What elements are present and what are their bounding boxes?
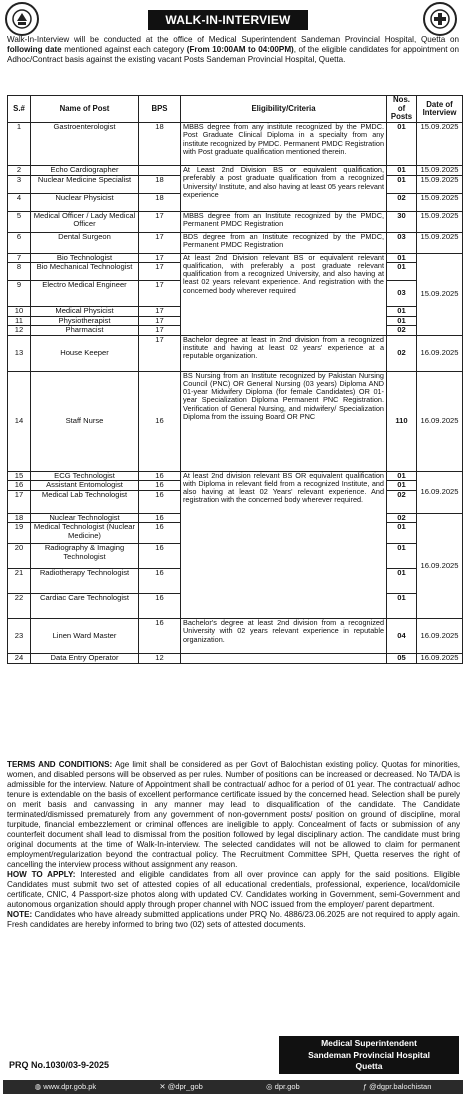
cell-nos: 02 — [387, 193, 417, 211]
cell-date: 16.09.2025 — [417, 335, 463, 371]
cell-nos: 03 — [387, 281, 417, 307]
col-header-post: Name of Post — [31, 96, 139, 123]
cell-nos: 02 — [387, 513, 417, 523]
hospital-emblem-logo — [423, 2, 457, 36]
cell-sno: 11 — [8, 316, 31, 326]
globe-icon: ◍ — [34, 1082, 44, 1091]
page-title: WALK-IN-INTERVIEW — [148, 10, 308, 30]
cell-nos: 01 — [387, 166, 417, 176]
cell-post: Staff Nurse — [31, 371, 139, 471]
note-label: NOTE: — [7, 910, 33, 919]
cell-date: 16.09.2025 — [417, 513, 463, 619]
how-to-apply-text: Interested and eligible candidates from all over province can apply for the said positions. Eligible Candidates must submit two set of attested copies of all educational credentials, professional, experience, local/domicile certificate, CNIC, 4 Passport-size photos along with updated CV. Candidates working in Government, semi-Government and autonomous organization should apply through proper channel with NOC issued from the employer/ parent department. — [7, 870, 460, 909]
signature-line-2: Sandeman Provincial Hospital — [308, 1049, 430, 1060]
note-text: Candidates who have already submitted applications under PRQ No. 4886/23.06.2025 are not required to apply again. Fresh candidates are hereby informed to bring two (02) sets of attested documents. — [7, 910, 460, 929]
table-row — [8, 335, 463, 371]
cell-bps: 17 — [139, 211, 181, 232]
col-header-nos: Nos. of Posts — [387, 96, 417, 123]
footer-x-handle[interactable]: ✕ @dpr_gob — [159, 1082, 203, 1091]
cell-eligibility: BDS degree from an Institute recognized by the PMDC, Permanent PMDC Registration — [181, 232, 387, 253]
cell-bps: 18 — [139, 175, 181, 193]
cell-nos: 01 — [387, 481, 417, 491]
cell-post: Cardiac Care Technologist — [31, 594, 139, 619]
cell-bps: 17 — [139, 253, 181, 263]
cell-bps: 17 — [139, 281, 181, 307]
cell-eligibility: At least 2nd Division relevant BS or equivalent relevant qualification, with preferably a post graduate relevant qualification from a recognized University, and also having at least 02 years relevant experience. And registration with the concerned body wherever required — [181, 253, 387, 335]
cell-post: Medical Officer / Lady Medical Officer — [31, 211, 139, 232]
cell-sno: 8 — [8, 263, 31, 281]
cell-post: Nuclear Technologist — [31, 513, 139, 523]
cell-bps: 17 — [139, 263, 181, 281]
cell-sno: 18 — [8, 513, 31, 523]
cell-sno: 17 — [8, 490, 31, 513]
cell-sno: 23 — [8, 619, 31, 654]
footer-website[interactable]: ◍ www.dpr.gob.pk — [34, 1082, 97, 1091]
cell-nos: 01 — [387, 523, 417, 544]
cell-bps: 16 — [139, 594, 181, 619]
cell-post: Dental Surgeon — [31, 232, 139, 253]
cell-eligibility: BS Nursing from an Institute recognized by Pakistan Nursing Council (PNC) OR General Nursing (03 years) Diploma AND 01-year Midwifery Diploma (for female Candidates) OR 01-year Specialization Diploma Permanent PNC Registration. Verification of General Nursing, and midwifery/ Specialization Diploma from the issuing Board OR PNC — [181, 371, 387, 471]
cell-post: Medical Lab Technologist — [31, 490, 139, 513]
table-row — [8, 371, 463, 471]
balochistan-emblem-logo — [5, 2, 39, 36]
cell-post: Gastroenterologist — [31, 123, 139, 166]
cell-bps: 16 — [139, 481, 181, 491]
cell-sno: 10 — [8, 307, 31, 317]
cell-bps: 18 — [139, 123, 181, 166]
cell-post: Linen Ward Master — [31, 619, 139, 654]
cell-post: Physiotherapist — [31, 316, 139, 326]
signature-block — [279, 1036, 459, 1074]
cell-date: 15.09.2025 — [417, 232, 463, 253]
cell-eligibility: Bachelor's degree at least 2nd division from a recognized University with 02 years relevant experience in reputable organization. — [181, 619, 387, 654]
cell-sno: 7 — [8, 253, 31, 263]
col-header-sno: S.# — [8, 96, 31, 123]
cell-date: 15.09.2025 — [417, 193, 463, 211]
cell-nos: 02 — [387, 490, 417, 513]
cell-date: 16.09.2025 — [417, 654, 463, 664]
cell-nos: 01 — [387, 544, 417, 569]
cell-post: Medical Physicist — [31, 307, 139, 317]
cell-bps: 16 — [139, 544, 181, 569]
cell-bps: 16 — [139, 619, 181, 654]
note-paragraph — [7, 910, 460, 930]
table-row — [8, 166, 463, 176]
cell-post: Nuclear Medicine Specialist — [31, 175, 139, 193]
cell-bps: 17 — [139, 326, 181, 336]
cell-sno: 15 — [8, 471, 31, 481]
cell-post: Assistant Entomologist — [31, 481, 139, 491]
col-header-bps: BPS — [139, 96, 181, 123]
how-to-apply-label: HOW TO APPLY: — [7, 870, 76, 879]
cell-post: Radiotherapy Technologist — [31, 569, 139, 594]
cell-bps: 16 — [139, 490, 181, 513]
footer-instagram[interactable]: ◎ dpr.gob — [266, 1082, 300, 1091]
cell-bps: 16 — [139, 523, 181, 544]
terms-section — [7, 760, 460, 930]
table-row — [8, 654, 463, 664]
cell-eligibility: At least 2nd division relevant BS OR equivalent qualification with Diploma in relevant field from a recognized Institute, and also having at least 02 Years' relevant experience. And registration with the concerned body wherever required. — [181, 471, 387, 619]
cell-nos: 05 — [387, 654, 417, 664]
instagram-icon: ◎ — [266, 1082, 275, 1091]
col-header-date: Date of Interview — [417, 96, 463, 123]
cell-sno: 24 — [8, 654, 31, 664]
cell-bps — [139, 166, 181, 176]
cell-date: 15.09.2025 — [417, 166, 463, 176]
cell-date: 15.09.2025 — [417, 175, 463, 193]
cell-bps: 16 — [139, 471, 181, 481]
cell-nos: 01 — [387, 307, 417, 317]
cell-post: Nuclear Physicist — [31, 193, 139, 211]
cell-nos: 01 — [387, 263, 417, 281]
cell-post: Radiography & Imaging Technologist — [31, 544, 139, 569]
cell-sno: 16 — [8, 481, 31, 491]
table-row — [8, 211, 463, 232]
terms-label: TERMS AND CONDITIONS: — [7, 760, 113, 769]
cell-nos: 110 — [387, 371, 417, 471]
cell-nos: 02 — [387, 326, 417, 336]
cell-nos: 01 — [387, 123, 417, 166]
terms-paragraph — [7, 760, 460, 870]
cell-nos: 02 — [387, 335, 417, 371]
cell-post: ECG Technologist — [31, 471, 139, 481]
advertisement — [3, 2, 461, 1102]
signature-line-1: Medical Superintendent — [321, 1038, 417, 1048]
cell-eligibility: Bachelor degree at least in 2nd division from a recognized institute and having at least 02 years' experience at a reputable organization. — [181, 335, 387, 371]
cell-sno: 5 — [8, 211, 31, 232]
table-header-row — [8, 96, 463, 123]
cell-bps: 16 — [139, 513, 181, 523]
cell-post: House Keeper — [31, 335, 139, 371]
cell-eligibility: MBBS degree from an Institute recognized by the PMDC, Permanent PMDC Registration — [181, 211, 387, 232]
cell-date: 15.09.2025 — [417, 253, 463, 335]
table-row — [8, 619, 463, 654]
cell-sno: 12 — [8, 326, 31, 336]
cell-sno: 9 — [8, 281, 31, 307]
facebook-icon: ƒ — [362, 1082, 370, 1091]
cell-bps: 17 — [139, 335, 181, 371]
cell-sno: 2 — [8, 166, 31, 176]
cell-nos: 01 — [387, 594, 417, 619]
cell-nos: 01 — [387, 253, 417, 263]
terms-text: Age limit shall be considered as per Govt of Balochistan existing policy. Quotas for minorities, women, and disabled persons will be observed as per rules. Number of positions can be increased or decreased. No TA/DA is admissible for the interview. Nature of Appointment shall be contractual/ adhoc for a period of 01 year. The contractual/ adhoc tenure is extendable on the basis of excellent performance certificate issued by the concerned head. Selection shall be purely on merit basis and canvassing in any manner may lead to disqualification of the candidate. The Candidate terminated/dismissed prematurely from any government of non-government posts/ position on ground of discipline, moral turpitude, financial embezzlement or criminal offences are ineligible to apply. Concealment of facts or submission of any counterfeit document shall lead to dismissal from the position followed by legal disciplinary action. The candidate must bring original documents at the time of Walk-In-interview. The selected candidates will not be allowed to claim for permanent employment/regularization beyond the contractual policy. The Recruitment Committee SPH, Quetta reserves the right of cancelling the interview process without assignment any reason. — [7, 760, 460, 869]
table-row — [8, 123, 463, 166]
footer-facebook[interactable]: ƒ @dgpr.balochistan — [362, 1082, 432, 1091]
cell-bps: 16 — [139, 569, 181, 594]
cell-date: 15.09.2025 — [417, 211, 463, 232]
cell-eligibility: At Least 2nd Division BS or equivalent qualification, preferably a post graduate qualification from a recognized University/ Institute, and also having at least 05 years relevant experience — [181, 166, 387, 212]
cell-nos: 03 — [387, 232, 417, 253]
cell-sno: 1 — [8, 123, 31, 166]
cell-eligibility: MBBS degree from any institute recognized by the PMDC. Post Graduate Clinical Diploma in a specialty from any institute recognized by PMDC. Permanent PMDC Registration with Post graduate qualification mentioned therein. — [181, 123, 387, 166]
cell-post: Medical Technologist (Nuclear Medicine) — [31, 523, 139, 544]
cell-sno: 3 — [8, 175, 31, 193]
cell-post: Pharmacist — [31, 326, 139, 336]
cell-date: 16.09.2025 — [417, 371, 463, 471]
cell-sno: 19 — [8, 523, 31, 544]
cell-bps: 17 — [139, 316, 181, 326]
prq-number: PRQ No.1030/03-9-2025 — [9, 1060, 110, 1070]
cell-bps: 16 — [139, 371, 181, 471]
cell-sno: 4 — [8, 193, 31, 211]
intro-paragraph: Walk-In-Interview will be conducted at the office of Medical Superintendent Sandeman Provincial Hospital, Quetta on following date mentioned against each category (From 10:00AM to 04:00PM), of the eligible candidates for appointment on Adhoc/Contract basis against the existing vacant Posts Sandeman Provincial Hospital, Quetta. — [7, 35, 460, 64]
cell-nos: 30 — [387, 211, 417, 232]
col-header-eligibility: Eligibility/Criteria — [181, 96, 387, 123]
cell-nos: 04 — [387, 619, 417, 654]
cell-bps: 12 — [139, 654, 181, 664]
signature-line-3: Quetta — [355, 1061, 383, 1071]
cell-date: 16.09.2025 — [417, 619, 463, 654]
cell-nos: 01 — [387, 471, 417, 481]
cell-nos: 01 — [387, 316, 417, 326]
table-row — [8, 232, 463, 253]
posts-table — [7, 95, 463, 664]
cell-post: Electro Medical Engineer — [31, 281, 139, 307]
cell-sno: 6 — [8, 232, 31, 253]
cell-sno: 21 — [8, 569, 31, 594]
x-icon: ✕ — [159, 1082, 168, 1091]
cell-sno: 20 — [8, 544, 31, 569]
cell-sno: 14 — [8, 371, 31, 471]
cell-date: 16.09.2025 — [417, 471, 463, 513]
cell-sno: 22 — [8, 594, 31, 619]
how-to-apply-paragraph — [7, 870, 460, 910]
cell-nos: 01 — [387, 175, 417, 193]
cell-bps: 18 — [139, 193, 181, 211]
cell-nos: 01 — [387, 569, 417, 594]
cell-post: Bio Technologist — [31, 253, 139, 263]
cell-bps: 17 — [139, 232, 181, 253]
cell-date: 15.09.2025 — [417, 123, 463, 166]
cell-eligibility — [181, 654, 387, 664]
cell-bps: 17 — [139, 307, 181, 317]
cell-post: Bio Mechanical Technologist — [31, 263, 139, 281]
cell-post: Echo Cardiographer — [31, 166, 139, 176]
footer-bar — [3, 1080, 463, 1094]
cell-sno: 13 — [8, 335, 31, 371]
cell-post: Data Entry Operator — [31, 654, 139, 664]
